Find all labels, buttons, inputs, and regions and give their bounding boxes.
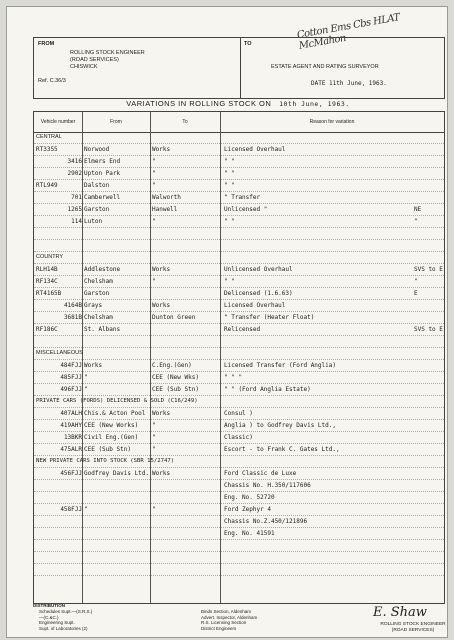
from-cell: Dalston — [84, 182, 110, 189]
from-cell: CEE (New Works) — [84, 422, 139, 429]
page-title — [33, 99, 443, 111]
vehicle-number: RF134C — [36, 278, 58, 285]
group-heading: PRIVATE CARS (FORDS) DELICENSED & SOLD (C16/249) — [36, 398, 198, 404]
table-row — [34, 204, 444, 216]
vehicle-number: 701 — [71, 194, 82, 201]
table-row — [34, 360, 444, 372]
reason-cell: Ford Classic de Luxe — [224, 470, 297, 477]
reason-cell: " Transfer (Heater Float) — [224, 314, 315, 321]
reason-cell: " " — [224, 170, 235, 177]
to-cell: " — [152, 446, 156, 453]
reason-cell: " " (Ford Anglia Estate) — [224, 386, 311, 393]
empty-row — [34, 540, 444, 552]
group-heading-row — [34, 396, 444, 408]
empty-row — [34, 564, 444, 576]
distribution-entry: R.S. Licensing Section — [201, 620, 247, 625]
reason-extra-cell: SVS to E — [414, 326, 443, 333]
from-line-1: ROLLING STOCK ENGINEER — [70, 50, 145, 56]
from-cell: CEE (Sub Stn) — [84, 446, 131, 453]
signer-line-1: ROLLING STOCK ENGINEER — [380, 622, 446, 627]
table-row — [34, 144, 444, 156]
from-cell: " — [84, 386, 88, 393]
reason-extra-cell: E — [414, 290, 418, 297]
signer-line-2: (ROAD SERVICES) — [391, 627, 435, 633]
vehicle-number: 114 — [71, 218, 82, 225]
table-row — [34, 444, 444, 456]
section-heading-row — [34, 348, 444, 360]
reason-cell: Escort - to Frank C. Gates Ltd., — [224, 446, 340, 453]
table-row — [34, 324, 444, 336]
section-heading: CENTRAL — [36, 134, 62, 140]
reason-cell: Unlicensed Overhaul — [224, 266, 293, 273]
table-row — [34, 384, 444, 396]
empty-row — [34, 228, 444, 240]
distribution-entry: —(C.&C.) — [39, 614, 59, 620]
table-row — [34, 468, 444, 480]
from-cell: Norwood — [84, 146, 110, 153]
from-cell: Grays — [84, 302, 103, 309]
reason-cell: Chassis No. H.350/117606 — [224, 482, 311, 489]
to-cell: " — [152, 278, 156, 285]
from-cell: " — [84, 506, 88, 513]
reason-cell: " Transfer — [224, 194, 261, 201]
to-cell: Hanwell — [152, 206, 178, 213]
table-row — [34, 276, 444, 288]
distribution-footer — [33, 603, 446, 637]
vehicle-number: 496FJJ — [60, 386, 82, 393]
to-cell: Walworth — [152, 194, 181, 201]
reason-cell: Relicensed — [224, 326, 261, 333]
table-row — [34, 216, 444, 228]
distribution-entry: District Engineers — [201, 625, 237, 631]
to-cell: Works — [152, 266, 171, 273]
vehicle-number: 485FJJ — [60, 374, 82, 381]
from-cell: Civil Eng.(Gen) — [84, 434, 139, 441]
section-heading: COUNTRY — [36, 254, 64, 260]
reason-extra-cell: NE — [414, 206, 422, 213]
to-cell: Works — [152, 470, 171, 477]
to-cell: Dunton Green — [152, 314, 196, 321]
to-cell: " — [152, 218, 156, 225]
col-header-reason: Reason for variation — [220, 112, 444, 133]
table-row — [34, 180, 444, 192]
empty-row — [34, 240, 444, 252]
vehicle-number: 13BKR — [63, 434, 82, 441]
distribution-entry: Schedules Supt.—(S.R.S.) — [39, 609, 93, 614]
from-cell: Upton Park — [84, 170, 121, 177]
vehicle-number: RTL949 — [36, 182, 58, 189]
from-cell: St. Albans — [84, 326, 121, 333]
signer-title — [373, 622, 453, 633]
from-cell: Chis.& Acton Pool — [84, 410, 146, 417]
table-row — [34, 312, 444, 324]
vehicle-number: 3681B — [63, 314, 82, 321]
vehicle-number: 2902 — [67, 170, 82, 177]
reason-cell: Licensed Overhaul — [224, 146, 286, 153]
to-text: ESTATE AGENT AND RATING SURVEYOR — [271, 64, 379, 70]
distribution-entry: Supt. of Laboratories (2) — [39, 625, 88, 631]
title-date: 10th June, 1963. — [279, 100, 350, 108]
reason-cell: Licensed Overhaul — [224, 302, 286, 309]
col-header-to: To — [150, 112, 220, 133]
section-heading: MISCELLANEOUS — [36, 350, 83, 356]
vehicle-number: RLH14B — [36, 266, 58, 273]
reason-cell: Eng. No. 41591 — [224, 530, 275, 537]
vehicle-number: RT4165B — [36, 290, 62, 297]
col-header-vehicle: Vehicle number — [34, 112, 82, 133]
empty-row — [34, 336, 444, 348]
from-cell: Addlestone — [84, 266, 121, 273]
reason-cell: " " — [224, 278, 235, 285]
section-heading-row — [34, 252, 444, 264]
vehicle-number: 3416 — [67, 158, 82, 165]
table-row — [34, 432, 444, 444]
from-cell: Elmers End — [84, 158, 121, 165]
to-cell: " — [152, 182, 156, 189]
reason-extra-cell: SVS to E — [414, 266, 443, 273]
table-row — [34, 528, 444, 540]
vehicle-number: 407ALH — [60, 410, 82, 417]
vehicle-number: 458FJJ — [60, 506, 82, 513]
to-cell: " — [152, 170, 156, 177]
memo-date: DATE 11th June, 1963. — [311, 80, 387, 87]
to-label: TO — [244, 41, 252, 47]
reason-cell: Delicensed (1.6.63) — [224, 290, 293, 297]
table-row — [34, 168, 444, 180]
table-row — [34, 156, 444, 168]
document-sheet — [6, 6, 448, 638]
to-box — [241, 38, 444, 98]
section-heading-row — [34, 132, 444, 144]
table-row — [34, 492, 444, 504]
reason-cell: Ford Zephyr 4 — [224, 506, 271, 513]
table-row — [34, 480, 444, 492]
reason-cell: Unlicensed " — [224, 206, 268, 213]
reason-cell: " " — [224, 218, 235, 225]
reason-cell: Chassis No.Z.450/121896 — [224, 518, 308, 525]
to-cell: C.Eng.(Gen) — [152, 362, 192, 369]
vehicle-number: 456FJJ — [60, 470, 82, 477]
distribution-label: DISTRIBUTION — [33, 603, 65, 608]
vehicle-number: 419AHY — [60, 422, 82, 429]
reason-extra-cell: " — [414, 278, 418, 285]
from-cell: Chelsham — [84, 278, 113, 285]
to-cell: " — [152, 506, 156, 513]
from-cell: Chelsham — [84, 314, 113, 321]
vehicle-number: 1265 — [67, 206, 82, 213]
distribution-entry: Binds Section, Aldenham — [201, 609, 252, 614]
memo-header — [33, 37, 445, 99]
table-body — [34, 132, 444, 576]
table-row — [34, 420, 444, 432]
from-line-3: CHISWICK — [70, 64, 98, 70]
reason-cell: Licensed Transfer (Ford Anglia) — [224, 362, 336, 369]
table-row — [34, 408, 444, 420]
table-row — [34, 192, 444, 204]
to-cell: " — [152, 158, 156, 165]
reason-cell: " " — [224, 158, 235, 165]
reason-cell: " " " — [224, 374, 243, 381]
reason-cell: Anglia ) to Godfrey Davis Ltd., — [224, 422, 336, 429]
to-cell: Works — [152, 302, 171, 309]
empty-row — [34, 552, 444, 564]
from-label: FROM — [38, 41, 55, 47]
table-row — [34, 372, 444, 384]
to-cell: " — [152, 434, 156, 441]
col-header-from: From — [82, 112, 150, 133]
to-cell: Works — [152, 410, 171, 417]
from-cell: Camberwell — [84, 194, 121, 201]
from-cell: Luton — [84, 218, 103, 225]
reason-cell: " " — [224, 182, 235, 189]
from-cell: " — [84, 374, 88, 381]
distribution-entry: Engineering Supt. — [39, 620, 75, 625]
from-cell: Godfrey Davis Ltd. — [84, 470, 150, 477]
table-row — [34, 300, 444, 312]
to-cell: Works — [152, 146, 171, 153]
table-row — [34, 504, 444, 516]
group-heading-row — [34, 456, 444, 468]
table-row — [34, 264, 444, 276]
from-cell: Garston — [84, 206, 110, 213]
group-heading: NEW PRIVATE CARS INTO STOCK (SBR 15/2747) — [36, 458, 175, 464]
vehicle-number: 484FJJ — [60, 362, 82, 369]
table-row — [34, 516, 444, 528]
from-cell: Works — [84, 362, 103, 369]
reason-cell: Classic) — [224, 434, 253, 441]
variations-table — [33, 111, 445, 604]
vehicle-number: RT3355 — [36, 146, 58, 153]
vehicle-number: 475ALR — [60, 446, 82, 453]
to-cell: CEE (New Wks) — [152, 374, 199, 381]
from-line-2: (ROAD SERVICES) — [70, 57, 119, 63]
handwritten-initials: Cotton Ems Cbs HLAT McMahon — [296, 12, 401, 52]
reference: Ref. C.36/3 — [38, 78, 66, 84]
distribution-entry: Advert. Inspector, Aldenham — [201, 614, 258, 620]
from-box — [34, 38, 241, 98]
signature: E. Shaw — [373, 605, 427, 620]
to-cell: " — [152, 422, 156, 429]
reason-cell: Eng. No. 52720 — [224, 494, 275, 501]
vehicle-number: RF186C — [36, 326, 58, 333]
to-cell: CEE (Sub Stn) — [152, 386, 199, 393]
from-cell: Garston — [84, 290, 110, 297]
reason-extra-cell: " — [414, 218, 418, 225]
title-text: VARIATIONS IN ROLLING STOCK ON — [126, 99, 272, 108]
vehicle-number: 4164B — [63, 302, 82, 309]
table-row — [34, 288, 444, 300]
reason-cell: Consul ) — [224, 410, 253, 417]
